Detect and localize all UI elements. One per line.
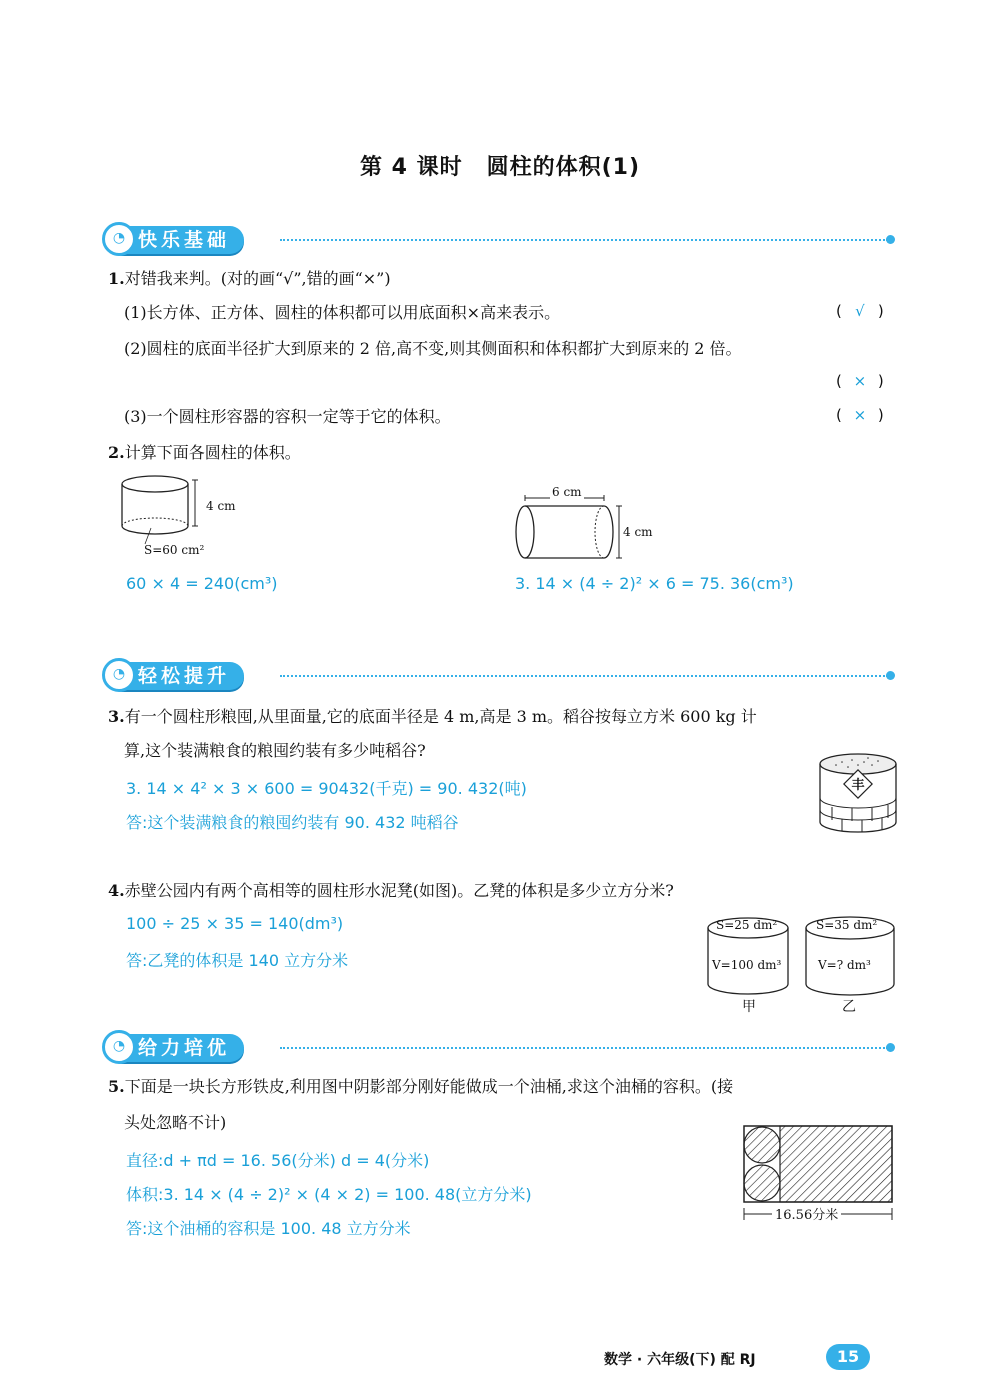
section-banner-improve [108, 658, 898, 694]
granary-picture [812, 750, 904, 842]
question-3-line-2: 算,这个装满粮食的粮囤约装有多少吨稻谷? [124, 741, 426, 760]
lesson-topic: 圆柱的体积(1) [486, 155, 641, 180]
divider-end-dot [886, 1043, 895, 1052]
q5-answer-volume: 体积:3. 14 × (4 ÷ 2)² × (4 × 2) = 100. 48(立方分米) [126, 1185, 532, 1204]
section-label-advanced: 给力培优 [108, 1034, 244, 1062]
q4-answer-text: 答:乙凳的体积是 140 立方分米 [126, 951, 349, 970]
q1-answer-3: ( × ) [836, 406, 884, 424]
stool-yi-area: S=35 dm² [816, 918, 878, 932]
section-banner-basic [108, 222, 898, 258]
stool-yi-label: 乙 [842, 999, 856, 1015]
q1-item-2: (2)圆柱的底面半径扩大到原来的 2 倍,高不变,则其侧面积和体积都扩大到原来的 2 倍。 [124, 339, 742, 358]
section-label-basic: 快乐基础 [108, 226, 244, 254]
granary-badge: 丰 [851, 778, 865, 793]
fig1-base-label: S=60 cm² [144, 543, 205, 557]
q4-answer-calc: 100 ÷ 25 × 35 = 140(dm³) [126, 914, 344, 933]
q1-answer-2: ( × ) [836, 372, 884, 390]
sheet-width-label: 16.56分米 [772, 1204, 841, 1223]
q3-answer-calc: 3. 14 × 4² × 3 × 600 = 90432(千克) = 90. 432(吨) [126, 779, 527, 798]
q5-answer-diameter: 直径:d + πd = 16. 56(分米) d = 4(分米) [126, 1151, 430, 1170]
page-title [0, 150, 1000, 181]
fig2-length-label: 6 cm [552, 485, 582, 499]
section-label-improve: 轻松提升 [108, 662, 244, 690]
q2-answer-1: 60 × 4 = 240(cm³) [126, 574, 278, 593]
divider-end-dot [886, 235, 895, 244]
stool-yi-volume: V=? dm³ [818, 958, 871, 972]
question-5-line-2: 头处忽略不计) [124, 1113, 227, 1132]
lesson-number: 第 4 课时 [359, 155, 463, 180]
dotted-divider [280, 1047, 888, 1049]
footer-text: 数学 · 六年级(下) 配 RJ [604, 1352, 756, 1368]
cylinder-figure-2 [505, 478, 665, 568]
stool-jia-volume: V=100 dm³ [712, 958, 782, 972]
q1-item-3: (3)一个圆柱形容器的容积一定等于它的体积。 [124, 407, 451, 426]
question-5-line-1: 5.下面是一块长方形铁皮,利用图中阴影部分刚好能做成一个油桶,求这个油桶的容积。(接 [108, 1077, 734, 1096]
page-number: 15 [826, 1344, 870, 1370]
divider-end-dot [886, 671, 895, 680]
question-3-line-1: 3.有一个圆柱形粮囤,从里面量,它的底面半径是 4 m,高是 3 m。稻谷按每立方米 600 kg 计 [108, 707, 757, 726]
stool-jia-area: S=25 dm² [716, 918, 778, 932]
clock-icon: ◔ [102, 658, 136, 692]
section-banner-advanced [108, 1030, 898, 1066]
dotted-divider [280, 675, 888, 677]
dotted-divider [280, 239, 888, 241]
q1-item-1: (1)长方体、正方体、圆柱的体积都可以用底面积×高来表示。 [124, 303, 561, 322]
q2-answer-2: 3. 14 × (4 ÷ 2)² × 6 = 75. 36(cm³) [515, 574, 794, 593]
q1-answer-1: ( √ ) [836, 302, 884, 320]
clock-icon: ◔ [102, 222, 136, 256]
q5-answer-text: 答:这个油桶的容积是 100. 48 立方分米 [126, 1219, 411, 1238]
fig2-height-label: 4 cm [623, 525, 653, 539]
question-2: 2.计算下面各圆柱的体积。 [108, 443, 301, 462]
question-1: 1.对错我来判。(对的画“√”,错的画“×”) [108, 269, 391, 288]
q3-answer-text: 答:这个装满粮食的粮囤约装有 90. 432 吨稻谷 [126, 813, 459, 832]
stool-jia-label: 甲 [742, 999, 756, 1015]
question-4: 4.赤壁公园内有两个高相等的圆柱形水泥凳(如图)。乙凳的体积是多少立方分米? [108, 881, 674, 900]
fig1-height-label: 4 cm [206, 499, 236, 513]
clock-icon: ◔ [102, 1030, 136, 1064]
